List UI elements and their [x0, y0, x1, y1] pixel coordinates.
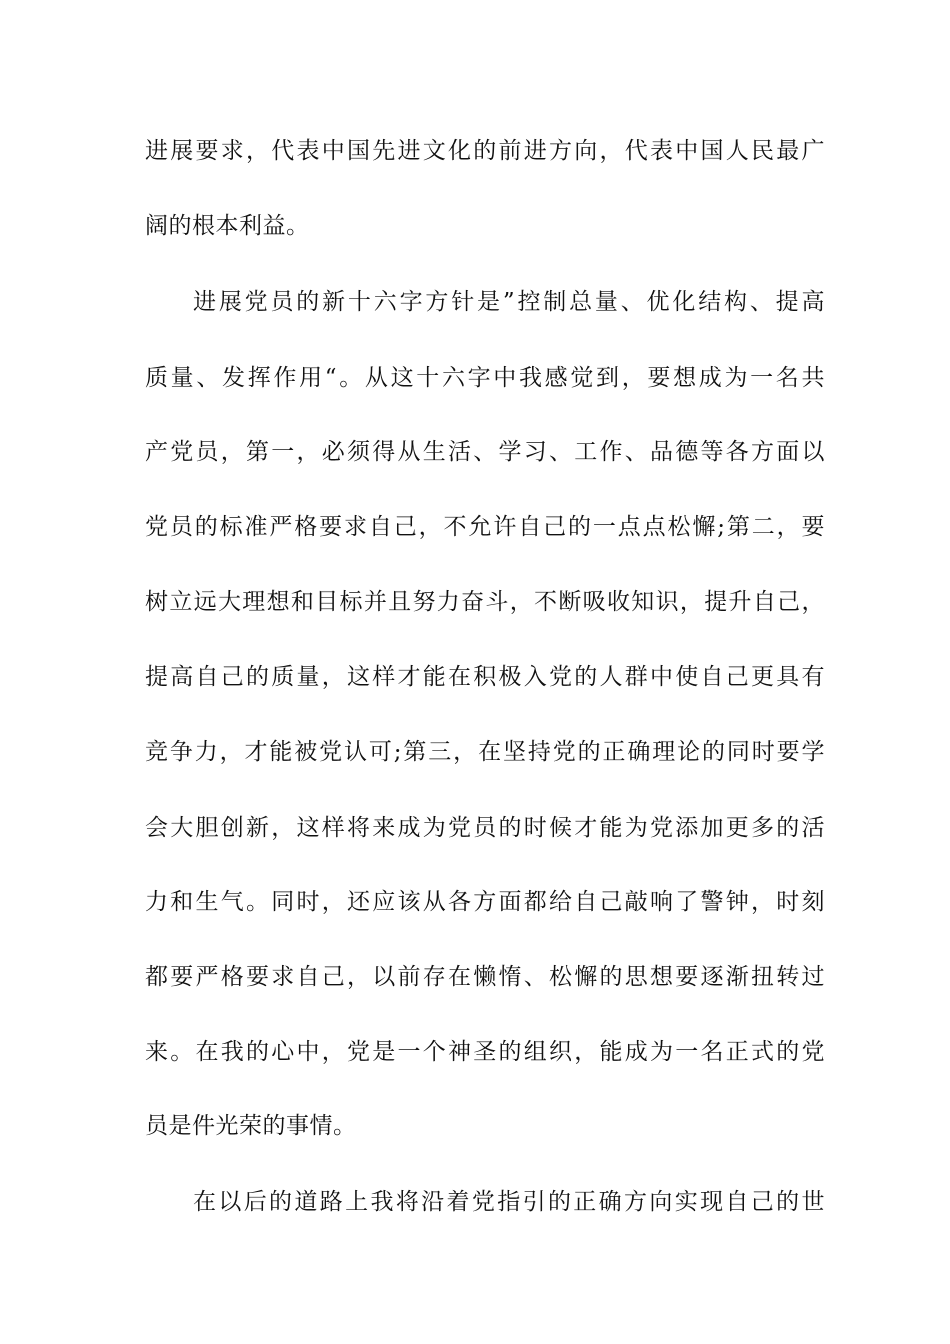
paragraph-line-10: 会大胆创新，这样将来成为党员的时候才能为党添加更多的活	[145, 815, 825, 841]
paragraph-line-14: 员是件光荣的事情。	[145, 1113, 357, 1139]
paragraph-line-3: 进展党员的新十六字方针是”控制总量、优化结构、提高	[193, 289, 825, 315]
paragraph-line-5: 产党员，第一，必须得从生活、学习、工作、品德等各方面以	[145, 439, 825, 465]
paragraph-line-7: 树立远大理想和目标并且努力奋斗，不断吸收知识，提升自己，	[145, 589, 825, 615]
paragraph-line-11: 力和生气。同时，还应该从各方面都给自己敲响了警钟，时刻	[145, 889, 825, 915]
paragraph-line-13: 来。在我的心中，党是一个神圣的组织，能成为一名正式的党	[145, 1039, 825, 1065]
paragraph-line-1: 进展要求，代表中国先进文化的前进方向，代表中国人民最广	[145, 138, 825, 164]
paragraph-line-15: 在以后的道路上我将沿着党指引的正确方向实现自己的世	[193, 1189, 825, 1215]
paragraph-line-6: 党员的标准严格要求自己，不允许自己的一点点松懈;第二，要	[145, 514, 825, 540]
paragraph-line-2: 阔的根本利益。	[145, 213, 310, 239]
paragraph-line-12: 都要严格要求自己，以前存在懒惰、松懈的思想要逐渐扭转过	[145, 964, 825, 990]
paragraph-line-8: 提高自己的质量，这样才能在积极入党的人群中使自己更具有	[145, 664, 825, 690]
paragraph-line-9: 竞争力，才能被党认可;第三，在坚持党的正确理论的同时要学	[145, 739, 825, 765]
paragraph-line-4: 质量、发挥作用“。从这十六字中我感觉到，要想成为一名共	[145, 365, 825, 391]
